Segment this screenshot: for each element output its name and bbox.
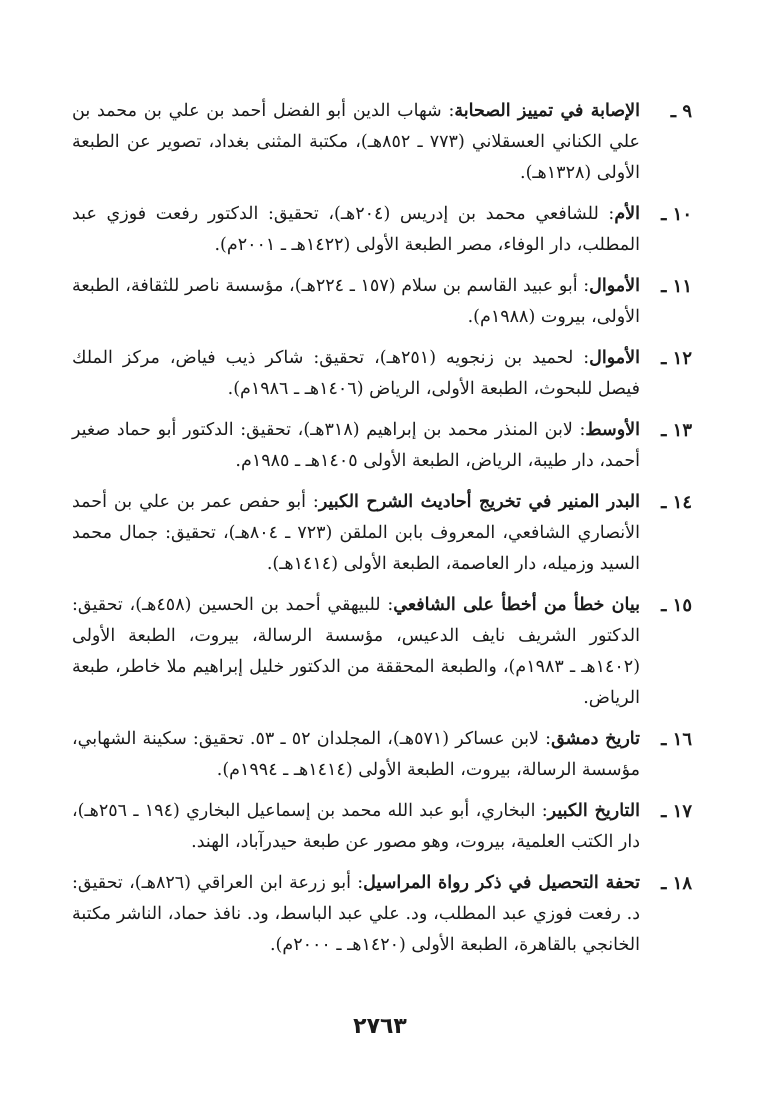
bibliography-entry — [72, 343, 692, 405]
entry-body — [72, 199, 640, 261]
entry-number: ١٢ ـ — [661, 348, 692, 369]
entry-number: ١٨ ـ — [661, 873, 692, 894]
entry-number: ٩ ـ — [670, 101, 692, 122]
entry-title: الإصابة في تمييز الصحابة — [454, 101, 640, 121]
entry-text: : لابن عساكر (٥٧١هـ)، المجلدان ٥٢ ـ ٥٣. تحقيق: سكينة الشهابي، مؤسسة الرسالة، بيروت، الطبعة الأولى (١٤١٤هـ ـ ١٩٩٤م). — [72, 729, 640, 780]
entry-number: ١٧ ـ — [661, 801, 692, 822]
entry-title: تاريخ دمشق — [551, 729, 640, 749]
entry-body — [72, 590, 640, 714]
entry-body — [72, 271, 640, 333]
entry-text: : لابن المنذر محمد بن إبراهيم (٣١٨هـ)، تحقيق: الدكتور أبو حماد صغير أحمد، دار طيبة، الرياض، الطبعة الأولى ١٤٠٥هـ ـ ١٩٨٥م. — [72, 420, 640, 471]
bibliography-entry — [72, 590, 692, 714]
entry-body — [72, 487, 640, 580]
bibliography-list — [72, 96, 692, 971]
entry-body — [72, 724, 640, 786]
entry-text: : أبو حفص عمر بن علي بن أحمد الأنصاري الشافعي، المعروف بابن الملقن (٧٢٣ ـ ٨٠٤هـ)، تحقيق: جمال محمد السيد وزميله، دار العاصمة، الطبعة الأولى (١٤١٤هـ). — [72, 492, 640, 574]
bibliography-entry — [72, 271, 692, 333]
bibliography-entry — [72, 487, 692, 580]
entry-text: : للبيهقي أحمد بن الحسين (٤٥٨هـ)، تحقيق: الدكتور الشريف نايف الدعيس، مؤسسة الرسالة، بيروت، الطبعة الأولى (١٤٠٢هـ ـ ١٩٨٣م)، والطبعة المحققة من الدكتور خليل إبراهيم ملا خاطر، طبعة الرياض. — [72, 595, 641, 708]
entry-number: ١٠ ـ — [661, 204, 692, 225]
entry-title: بيان خطأ من أخطأ على الشافعي — [393, 595, 640, 615]
bibliography-entry — [72, 724, 692, 786]
entry-number: ١١ ـ — [661, 276, 692, 297]
entry-text: : لحميد بن زنجويه (٢٥١هـ)، تحقيق: شاكر ذيب فياض، مركز الملك فيصل للبحوث، الطبعة الأولى، الرياض (١٤٠٦هـ ـ ١٩٨٦م). — [72, 348, 640, 399]
entry-body — [72, 96, 640, 189]
entry-title: البدر المنير في تخريج أحاديث الشرح الكبير — [318, 492, 640, 512]
entry-body — [72, 796, 640, 858]
entry-text: : البخاري، أبو عبد الله محمد بن إسماعيل البخاري (١٩٤ ـ ٢٥٦هـ)، دار الكتب العلمية، بيروت، وهو مصور عن طبعة حيدرآباد، الهند. — [72, 801, 640, 852]
bibliography-entry — [72, 96, 692, 189]
entry-number: ١٥ ـ — [661, 595, 692, 616]
entry-number: ١٣ ـ — [661, 420, 692, 441]
entry-title: الأم — [614, 204, 641, 224]
entry-body — [72, 415, 640, 477]
entry-text: : شهاب الدين أبو الفضل أحمد بن علي بن محمد بن علي الكناني العسقلاني (٧٧٣ ـ ٨٥٢هـ)، مكتبة المثنى بغداد، تصوير عن الطبعة الأولى (١٣٢٨هـ). — [72, 101, 640, 183]
entry-title: الأوسط — [585, 420, 640, 440]
bibliography-entry — [72, 796, 692, 858]
entry-title: الأموال — [589, 276, 640, 296]
bibliography-entry — [72, 868, 692, 961]
bibliography-entry — [72, 415, 692, 477]
entry-text: : أبو زرعة ابن العراقي (٨٢٦هـ)، تحقيق: د. رفعت فوزي عبد المطلب، ود. علي عبد الباسط، ود. نافذ حماد، الناشر مكتبة الخانجي بالقاهرة، الطبعة الأولى (١٤٢٠هـ ـ ٢٠٠٠م). — [72, 873, 640, 955]
entry-title: التاريخ الكبير — [547, 801, 640, 821]
entry-title: تحفة التحصيل في ذكر رواة المراسيل — [363, 873, 640, 893]
entry-number: ١٦ ـ — [661, 729, 692, 750]
entry-text: : للشافعي محمد بن إدريس (٢٠٤هـ)، تحقيق: الدكتور رفعت فوزي عبد المطلب، دار الوفاء، مصر الطبعة الأولى (١٤٢٢هـ ـ ٢٠٠١م). — [72, 204, 640, 255]
entry-body — [72, 343, 640, 405]
entry-title: الأموال — [589, 348, 641, 368]
entry-number: ١٤ ـ — [661, 492, 692, 513]
entry-body — [72, 868, 640, 961]
bibliography-entry — [72, 199, 692, 261]
page-number: ٢٧٦٣ — [353, 1014, 407, 1039]
entry-text: : أبو عبيد القاسم بن سلام (١٥٧ ـ ٢٢٤هـ)، مؤسسة ناصر للثقافة، الطبعة الأولى، بيروت (١٩٨٨م). — [72, 276, 640, 327]
